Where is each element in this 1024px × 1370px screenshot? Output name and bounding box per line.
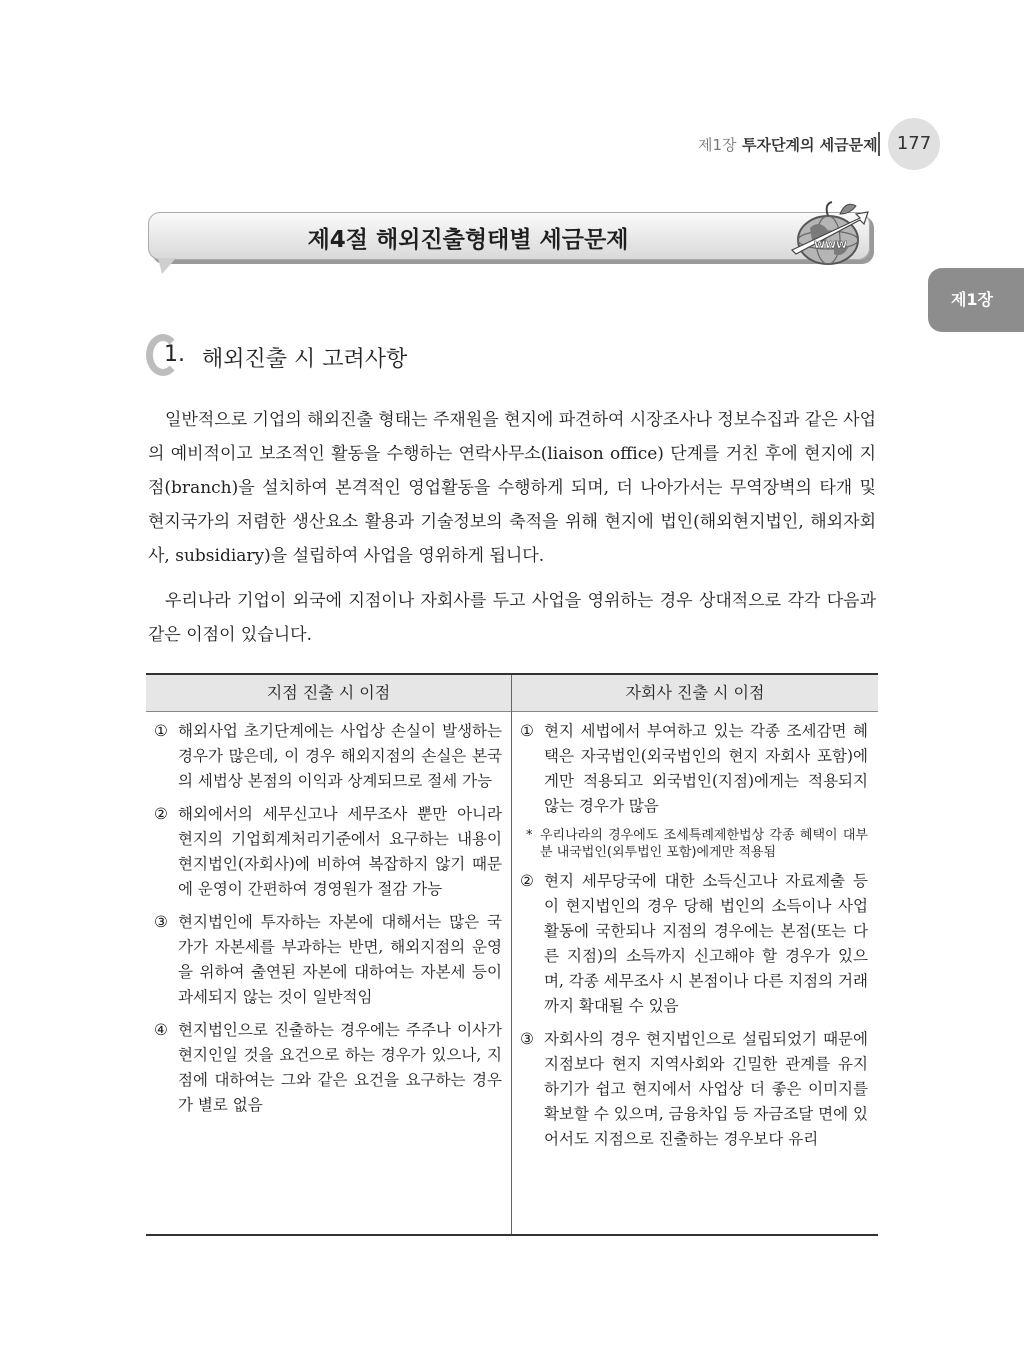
footnote-text: 우리나라의 경우에도 조세특례제한법상 각종 혜택이 대부분 내국법인(외투법인 포함)에게만 적용됨 [540, 828, 868, 860]
section-banner [148, 212, 876, 272]
banner-tail [158, 258, 176, 274]
item-marker: ① [154, 722, 168, 740]
list-item [154, 802, 502, 902]
item-text: 해외사업 초기단계에는 사업상 손실이 발생하는 경우가 많은데, 이 경우 해외지점의 손실은 본국의 세법상 본점의 이익과 상계되므로 절세 가능 [178, 722, 502, 790]
branch-advantages-column [154, 719, 502, 1126]
globe-icon [788, 198, 870, 268]
item-marker: ② [520, 872, 534, 890]
header-chapter: 제1장 [698, 136, 737, 154]
item-marker: ③ [154, 913, 168, 931]
globe-logo-text: WWW [814, 240, 848, 251]
footnote [520, 827, 868, 861]
item-text: 현지법인에 투자하는 자본에 대해서는 많은 국가가 자본세를 부과하는 반면, 해외지점의 운영을 위하여 출연된 자본에 대하여는 자본세 등이 과세되지 않는 것이 일반적임 [178, 913, 502, 1006]
header-divider [878, 132, 880, 156]
item-text: 현지 세법에서 부여하고 있는 각종 조세감면 혜택은 자국법인(외국법인의 현지 자회사 포함)에게만 적용되고 외국법인(지점)에게는 적용되지 않는 경우가 많음 [544, 722, 868, 815]
item-marker: ④ [154, 1021, 168, 1039]
subheading-title: 해외진출 시 고려사항 [202, 347, 408, 372]
list-item [154, 719, 502, 794]
list-item [154, 1018, 502, 1118]
item-marker: ③ [520, 1030, 534, 1048]
running-header [690, 132, 940, 172]
list-item [520, 1027, 868, 1152]
page-number: 177 [888, 118, 940, 170]
table-header-branch: 지점 진출 시 이점 [266, 683, 391, 702]
item-text: 현지 세무당국에 대한 소득신고나 자료제출 등이 현지법인의 경우 당해 법인의 소득이나 사업 활동에 국한되나 지점의 경우에는 본점(또는 다른 지점)의 소득까지 신고해야 할 경우가 있으며, 각종 세무조사 시 본점이나 다른 지점의 거래까지 확대될 수 있음 [544, 872, 868, 1015]
item-marker: ① [520, 722, 534, 740]
subsidiary-advantages-column [520, 719, 868, 1160]
list-item [154, 910, 502, 1010]
table-header-row [146, 675, 878, 712]
subheading-number: 1. [164, 342, 185, 367]
column-divider [511, 675, 512, 1234]
header-title: 투자단계의 세금문제 [742, 136, 878, 154]
comparison-table [146, 673, 878, 1236]
subheading [146, 334, 566, 384]
list-item [520, 719, 868, 819]
section-title: 제4절 해외진출형태별 세금문제 [307, 227, 629, 253]
footnote-marker: * [526, 828, 533, 843]
list-item [520, 869, 868, 1019]
item-text: 자회사의 경우 현지법인으로 설립되었기 때문에 지점보다 현지 지역사회와 긴밀한 관계를 유지하기가 쉽고 현지에서 사업상 더 좋은 이미지를 확보할 수 있으며, 금융차입 등 자금조달 면에 있어서도 지점으로 진출하는 경우보다 유리 [544, 1030, 868, 1148]
body-paragraph-2: 우리나라 기업이 외국에 지점이나 자회사를 두고 사업을 영위하는 경우 상대적으로 각각 다음과 같은 이점이 있습니다. [148, 591, 876, 645]
chapter-side-tab: 제1장 [928, 268, 1024, 332]
body-paragraph-1: 일반적으로 기업의 해외진출 형태는 주재원을 현지에 파견하여 시장조사나 정보수집과 같은 사업의 예비적이고 보조적인 활동을 수행하는 연락사무소(liaison office) 단계를 거친 후에 현지에 지점(branch)을 설치하여 본격적인 영업활동을 수행하게 되며, 더 나아가서는 무역장벽의 타개 및 현지국가의 저렴한 생산요소 활용과 기술정보의 축적을 위해 현지에 법인(해외현지법인, 해외자회사, subsidiary)을 설립하여 사업을 영위하게 됩니다. [148, 410, 876, 566]
item-text: 해외에서의 세무신고나 세무조사 뿐만 아니라 현지의 기업회계처리기준에서 요구하는 내용이 현지법인(자회사)에 비하여 복잡하지 않기 때문에 운영이 간편하여 경영원가 절감 가능 [178, 805, 502, 898]
item-marker: ② [154, 805, 168, 823]
table-header-subsidiary: 자회사 진출 시 이점 [625, 683, 765, 702]
item-text: 현지법인으로 진출하는 경우에는 주주나 이사가 현지인일 것을 요건으로 하는 경우가 있으나, 지점에 대하여는 그와 같은 요건을 요구하는 경우가 별로 없음 [178, 1021, 502, 1114]
